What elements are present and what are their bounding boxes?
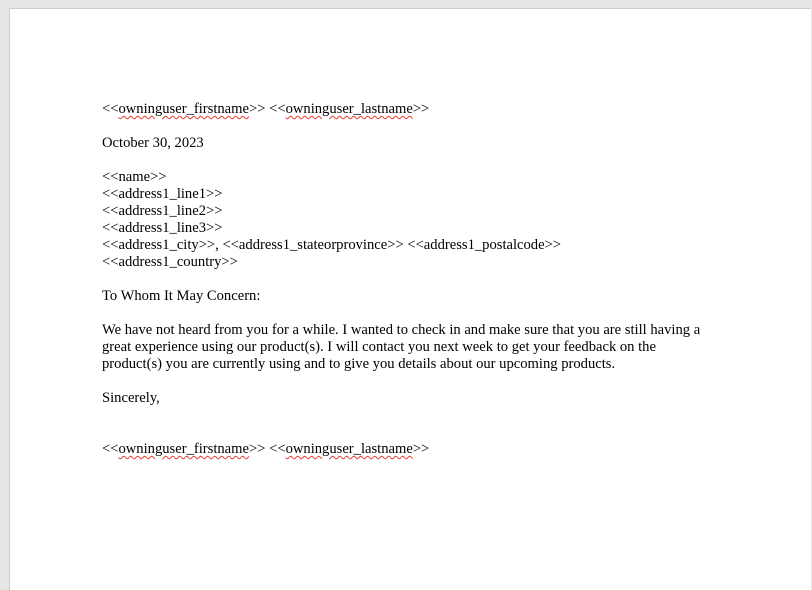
merge-between: >> << — [248, 101, 286, 117]
recipient-name: <<name>> — [102, 169, 167, 185]
salutation: To Whom It May Concern: — [102, 288, 261, 304]
merge-open: << — [102, 101, 119, 117]
recipient-country: <<address1_country>> — [102, 254, 238, 270]
merge-close: >> — [412, 101, 430, 117]
sender-lastname-field: owninguser_lastname — [285, 101, 413, 117]
merge-open: << — [102, 441, 119, 457]
signature-line — [102, 441, 742, 458]
recipient-address-line1: <<address1_line1>> — [102, 186, 223, 202]
merge-close: >> — [412, 441, 430, 457]
body-paragraph-line: great experience using our product(s). I will contact you next week to get your feedback on the — [102, 339, 656, 355]
merge-between: >> << — [248, 441, 286, 457]
recipient-address-line2: <<address1_line2>> — [102, 203, 223, 219]
signature-lastname-field: owninguser_lastname — [285, 441, 413, 457]
signature-firstname-field: owninguser_firstname — [118, 441, 249, 457]
body-paragraph-line: product(s) you are currently using and to give you details about our upcoming products. — [102, 356, 616, 372]
sender-name-line — [102, 101, 742, 118]
closing: Sincerely, — [102, 390, 160, 406]
recipient-address-line3: <<address1_line3>> — [102, 220, 223, 236]
sender-firstname-field: owninguser_firstname — [118, 101, 249, 117]
letter-date: October 30, 2023 — [102, 135, 204, 151]
recipient-city-state-zip: <<address1_city>>, <<address1_stateorprovince>> <<address1_postalcode>> — [102, 237, 562, 253]
document-page — [9, 8, 811, 590]
body-paragraph-line: We have not heard from you for a while. I wanted to check in and make sure that you are still having a — [102, 322, 701, 338]
letter-body — [102, 101, 742, 458]
